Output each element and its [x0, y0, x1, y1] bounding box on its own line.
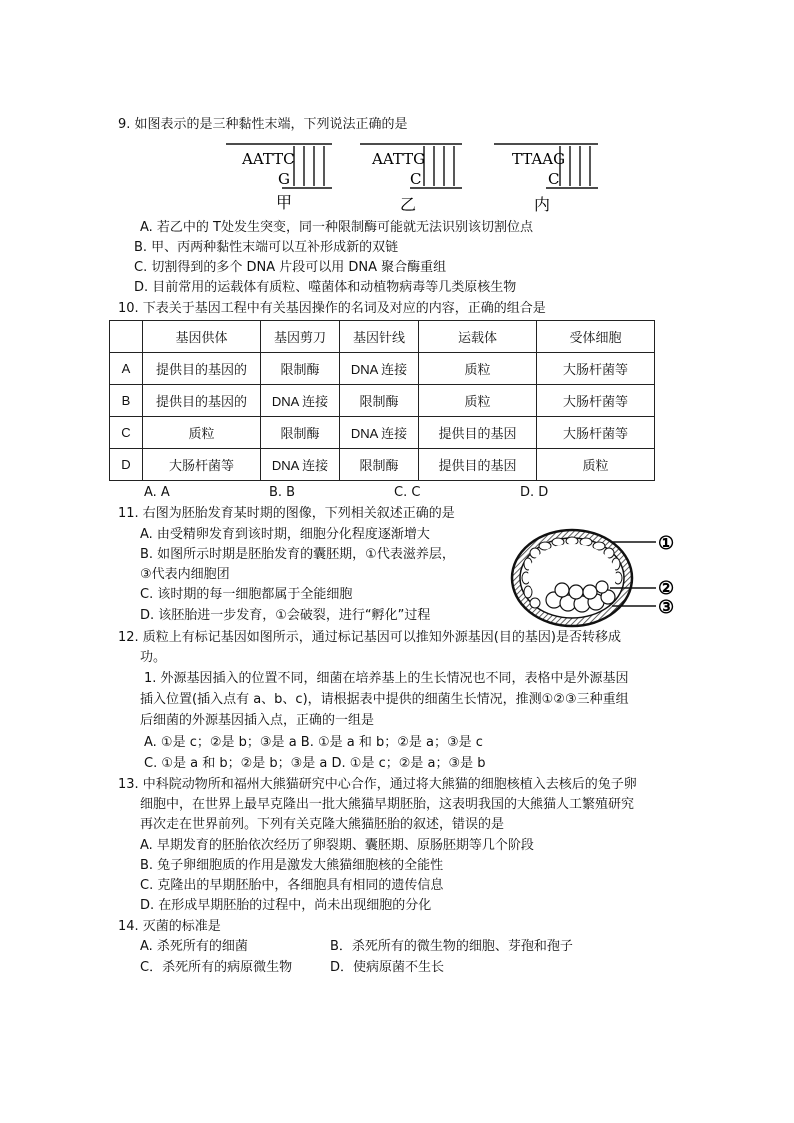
- q11-option-a: A. 由受精卵发育到该时期，细胞分化程度逐渐增大: [140, 527, 430, 542]
- table-cell: 大肠杆菌等: [537, 417, 655, 449]
- table-cell: A: [110, 353, 143, 385]
- q10-stem: 10. 下表关于基因工程中有关基因操作的名词及对应的内容，正确的组合是: [118, 301, 546, 316]
- q12-options-cd: C. ①是 a 和 b；②是 b；③是 a D. ①是 c；②是 a；③是 b: [144, 756, 486, 771]
- table-cell: D: [110, 449, 143, 481]
- table-cell: 质粒: [143, 417, 261, 449]
- sticky-end-bing: [494, 144, 598, 214]
- table-cell: 质粒: [419, 353, 537, 385]
- table-cell: 大肠杆菌等: [537, 385, 655, 417]
- q12-stem-cont: 功。: [140, 650, 167, 665]
- table-cell: DNA 连接: [340, 353, 419, 385]
- table-cell: B: [110, 385, 143, 417]
- table-cell: 限制酶: [261, 353, 340, 385]
- yi-top-strand: AATTG: [372, 150, 426, 168]
- bing-top-strand: TTAAG: [512, 150, 566, 168]
- q11-option-c: C. 该时期的每一细胞都属于全能细胞: [140, 587, 353, 602]
- table-row: [110, 417, 655, 449]
- table-header-row: [110, 321, 655, 353]
- table-cell: C: [110, 417, 143, 449]
- q13-option-b: B. 兔子卵细胞质的作用是激发大熊猫细胞核的全能性: [140, 858, 444, 873]
- q10-option-a: A. A: [144, 485, 170, 500]
- blastocyst-figure: [500, 520, 690, 628]
- table-row: [110, 385, 655, 417]
- q9-option-b: B. 甲、丙两种黏性末端可以互补形成新的双链: [134, 240, 399, 255]
- table-header-cell: [110, 321, 143, 353]
- table-row: [110, 449, 655, 481]
- table-cell: 质粒: [419, 385, 537, 417]
- jia-label: 甲: [276, 193, 293, 212]
- q9-option-d: D. 目前常用的运载体有质粒、噬菌体和动植物病毒等几类原核生物: [134, 280, 517, 295]
- q13-option-a: A. 早期发育的胚胎依次经历了卵裂期、囊胚期、原肠胚期等几个阶段: [140, 838, 534, 853]
- q11-stem: 11. 右图为胚胎发育某时期的图像，下列相关叙述正确的是: [118, 506, 455, 521]
- q13-option-c: C. 克隆出的早期胚胎中，各细胞具有相同的遗传信息: [140, 878, 444, 893]
- table-cell: 限制酶: [340, 449, 419, 481]
- table-cell: 大肠杆菌等: [143, 449, 261, 481]
- table-header-cell: 运载体: [419, 321, 537, 353]
- table-header-cell: 受体细胞: [537, 321, 655, 353]
- table-header-cell: 基因针线: [340, 321, 419, 353]
- q9-stem: 9. 如图表示的是三种黏性末端，下列说法正确的是: [118, 117, 408, 132]
- table-cell: 大肠杆菌等: [537, 353, 655, 385]
- table-cell: DNA 连接: [261, 385, 340, 417]
- q12-body-line3: 后细菌的外源基因插入点，正确的一组是: [140, 713, 375, 728]
- table-cell: 提供目的基因的: [143, 385, 261, 417]
- q13-option-d: D. 在形成早期胚胎的过程中，尚未出现细胞的分化: [140, 898, 432, 913]
- q12-options-ab: A. ①是 c；②是 b；③是 a B. ①是 a 和 b；②是 a；③是 c: [144, 735, 483, 750]
- q12-body-line2: 插入位置(插入点有 a、b、c)，请根据表中提供的细菌生长情况，推测①②③三种重组: [140, 692, 629, 707]
- table-cell: 质粒: [537, 449, 655, 481]
- table-row: [110, 353, 655, 385]
- table-cell: 提供目的基因: [419, 417, 537, 449]
- yi-bottom-strand: C: [410, 170, 422, 188]
- yi-label: 乙: [400, 195, 417, 214]
- label-3: ③: [658, 597, 675, 618]
- sticky-ends-figure: [220, 138, 610, 216]
- table-cell: DNA 连接: [261, 449, 340, 481]
- table-cell: DNA 连接: [340, 417, 419, 449]
- q11-option-b: B. 如图所示时期是胚胎发育的囊胚期，①代表滋养层，: [140, 547, 455, 562]
- table-cell: 限制酶: [340, 385, 419, 417]
- bing-label: 内: [534, 195, 551, 214]
- q10-option-b: B. B: [269, 485, 296, 500]
- gene-operation-table: [109, 320, 655, 481]
- jia-top-strand: AATTC: [242, 150, 295, 168]
- table-cell: 提供目的基因: [419, 449, 537, 481]
- q13-stem-line2: 细胞中，在世界上最早克隆出一批大熊猫早期胚胎，这表明我国的大熊猫人工繁殖研究: [140, 797, 635, 812]
- sticky-end-yi: [360, 144, 462, 214]
- q14-stem: 14. 灭菌的标准是: [118, 919, 221, 934]
- q14-option-c: C．杀死所有的病原微生物: [140, 960, 293, 975]
- label-1: ①: [658, 533, 675, 554]
- q13-stem-line1: 13. 中科院动物所和福州大熊猫研究中心合作，通过将大熊猫的细胞核植入去核后的兔子卵: [118, 777, 637, 792]
- label-2: ②: [658, 578, 675, 599]
- q9-option-a: A. 若乙中的 T处发生突变，同一种限制酶可能就无法识别该切割位点: [140, 220, 534, 235]
- q14-option-a: A. 杀死所有的细菌: [140, 939, 248, 954]
- q14-option-d: D．使病原菌不生长: [330, 960, 445, 975]
- q9-option-c: C. 切割得到的多个 DNA 片段可以用 DNA 聚合酶重组: [134, 260, 447, 275]
- table-cell: 限制酶: [261, 417, 340, 449]
- bing-bottom-strand: C: [548, 170, 560, 188]
- q10-option-d: D. D: [520, 485, 549, 500]
- jia-bottom-strand: G: [278, 170, 290, 188]
- q14-option-b: B．杀死所有的微生物的细胞、芽孢和孢子: [330, 939, 573, 954]
- q10-option-c: C. C: [394, 485, 421, 500]
- table-cell: 提供目的基因的: [143, 353, 261, 385]
- q12-stem: 12. 质粒上有标记基因如图所示，通过标记基因可以推知外源基因(目的基因)是否转移成: [118, 630, 621, 645]
- q12-body-line1: 1. 外源基因插入的位置不同，细菌在培养基上的生长情况也不同，表格中是外源基因: [144, 671, 629, 686]
- q13-stem-line3: 再次走在世界前列。下列有关克隆大熊猫胚胎的叙述，错误的是: [140, 817, 505, 832]
- sticky-end-jia: [226, 144, 332, 212]
- table-header-cell: 基因供体: [143, 321, 261, 353]
- q11-option-b-cont: ③代表内细胞团: [140, 567, 230, 582]
- q11-option-d: D. 该胚胎进一步发育，①会破裂，进行“孵化”过程: [140, 608, 431, 623]
- table-header-cell: 基因剪刀: [261, 321, 340, 353]
